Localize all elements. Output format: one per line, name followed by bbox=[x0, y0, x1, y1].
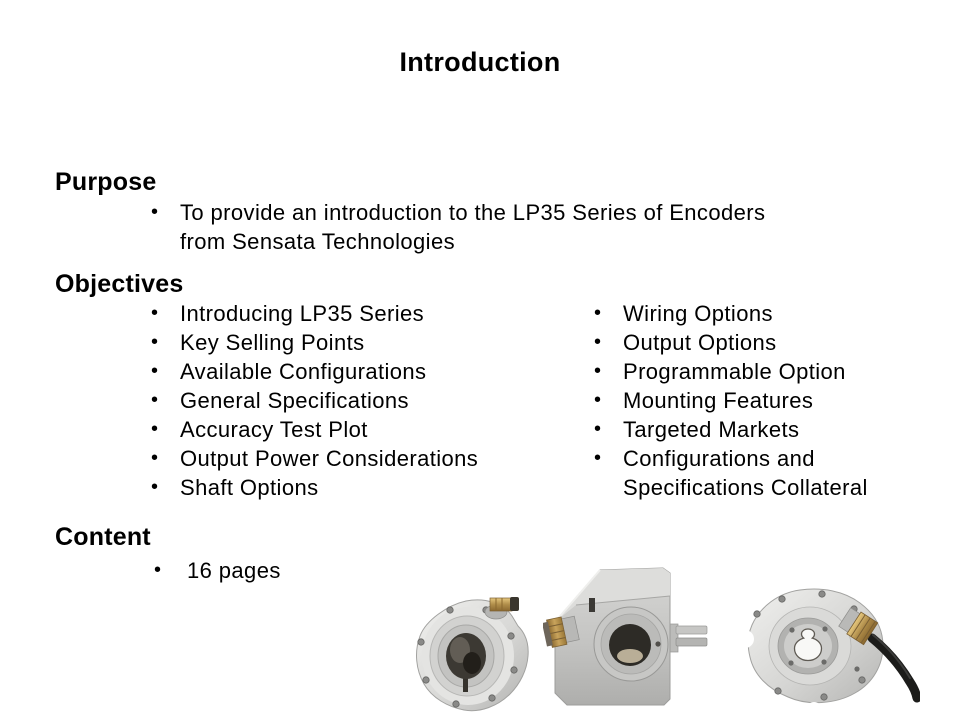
bullet-item: • Shaft Options bbox=[150, 473, 495, 502]
bullet-item: • Output Power Considerations bbox=[150, 444, 495, 473]
encoder-cable-photo bbox=[730, 583, 920, 720]
bullet-item: • Targeted Markets bbox=[593, 415, 875, 444]
encoder-front-photo bbox=[408, 586, 548, 718]
encoder-side-photo bbox=[543, 560, 713, 710]
content-list bbox=[153, 556, 453, 585]
purpose-list bbox=[150, 198, 798, 256]
connector bbox=[485, 597, 519, 619]
purpose-heading: Purpose bbox=[55, 168, 157, 196]
bullet-item: • To provide an introduction to the LP35 Series of Encoders from Sensata Technologies bbox=[150, 198, 798, 256]
objectives-list-left bbox=[150, 299, 495, 502]
bullet-item: • General Specifications bbox=[150, 386, 495, 415]
bullet-item: • Output Options bbox=[593, 328, 875, 357]
bullet-item: • Introducing LP35 Series bbox=[150, 299, 495, 328]
bullet-item: • Available Configurations bbox=[150, 357, 495, 386]
bullet-item: • 16 pages bbox=[153, 556, 453, 585]
tether-arm bbox=[670, 624, 707, 652]
bullet-item: • Wiring Options bbox=[593, 299, 875, 328]
objectives-list-right bbox=[593, 299, 875, 502]
bullet-item: • Key Selling Points bbox=[150, 328, 495, 357]
bullet-item: • Mounting Features bbox=[593, 386, 875, 415]
bullet-item: • Programmable Option bbox=[593, 357, 875, 386]
status-window bbox=[589, 598, 595, 612]
bullet-item: • Accuracy Test Plot bbox=[150, 415, 495, 444]
content-heading: Content bbox=[55, 523, 151, 551]
slide-title: Introduction bbox=[399, 47, 561, 77]
objectives-heading: Objectives bbox=[55, 270, 184, 298]
bullet-item: • Configurations and Specifications Collateral bbox=[593, 444, 875, 502]
